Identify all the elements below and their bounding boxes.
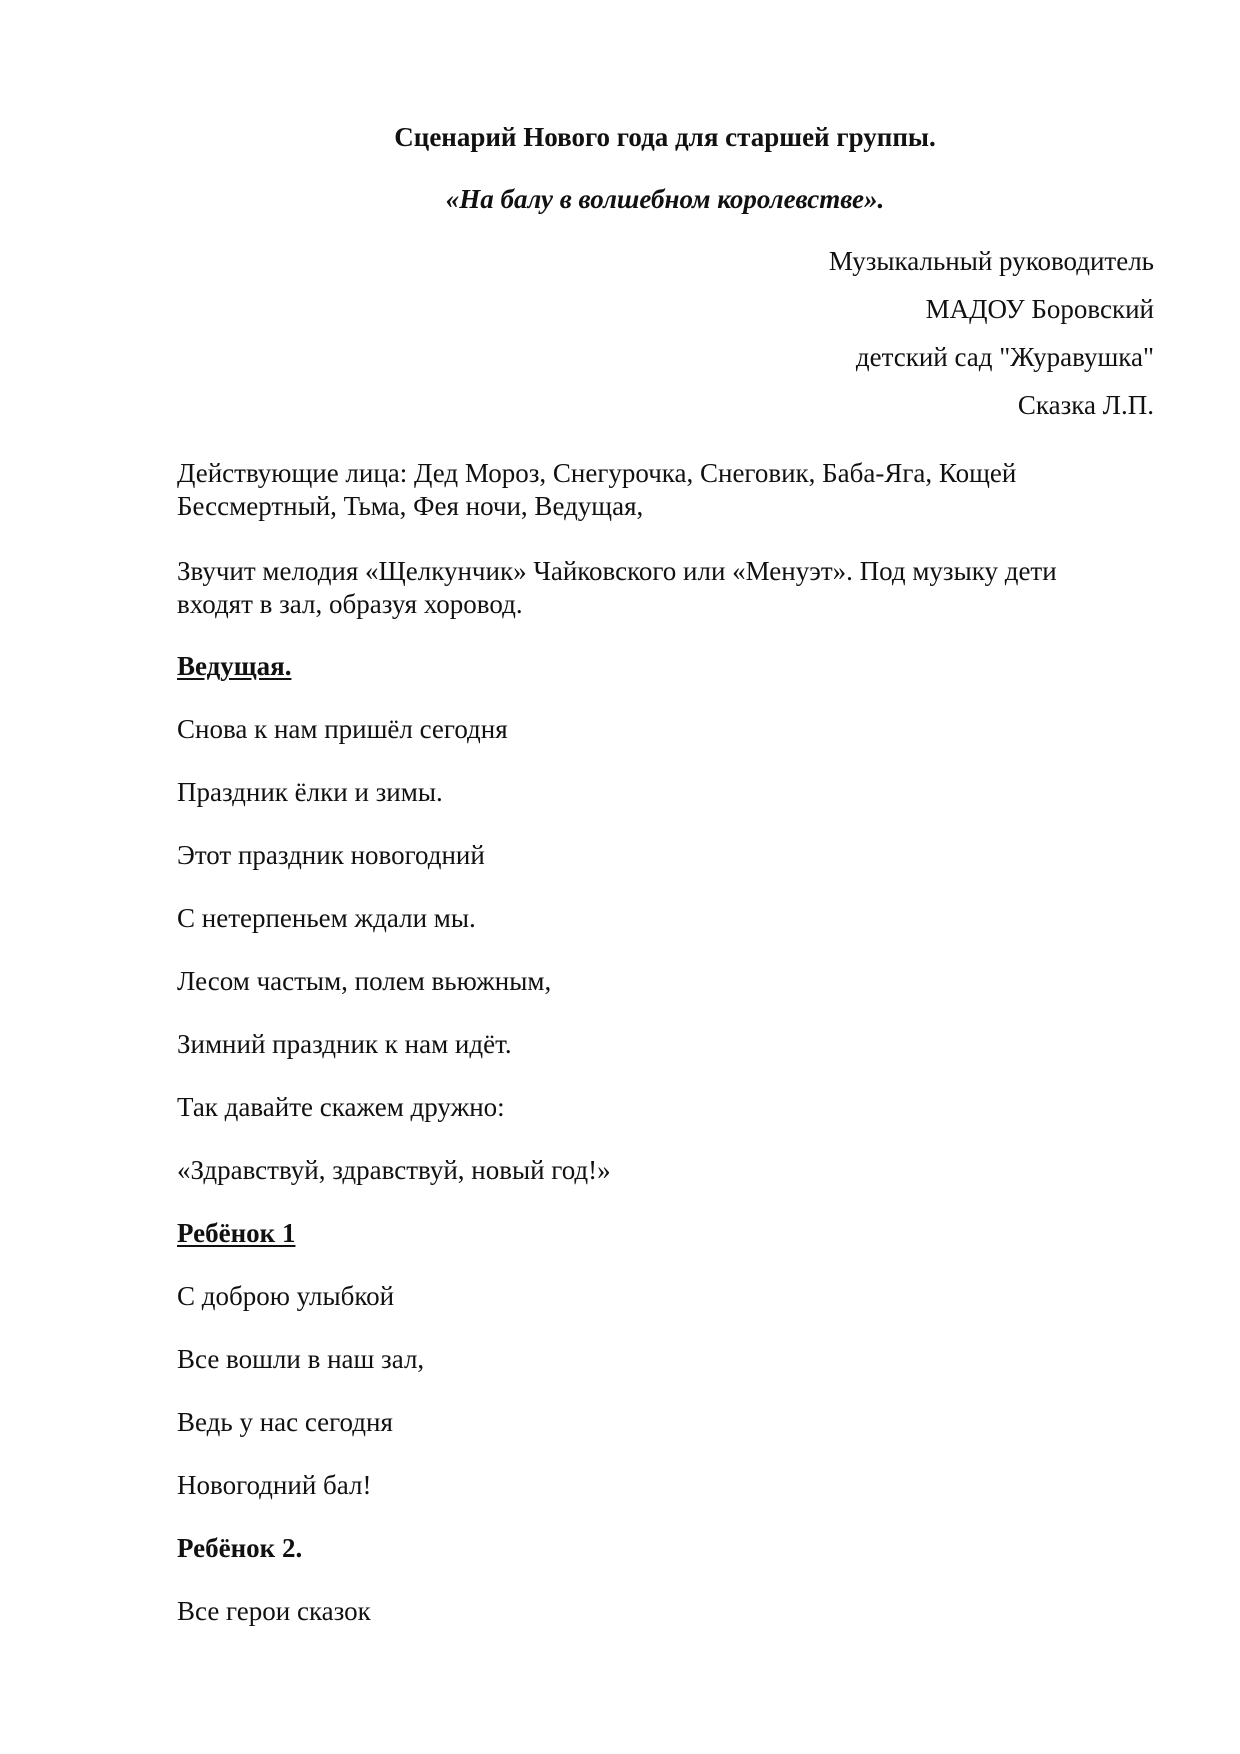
verse-line: «Здравствуй, здравствуй, новый год!» — [177, 1155, 611, 1185]
verse-line: С нетерпеньем ждали мы. — [177, 903, 476, 933]
verse-line: Лесом частым, полем вьюжным, — [177, 966, 552, 996]
speaker-heading: Ребёнок 1 — [177, 1218, 296, 1248]
verse-line: Так давайте скажем дружно: — [177, 1092, 505, 1122]
verse-line: Новогодний бал! — [177, 1470, 372, 1500]
verse-line: С доброю улыбкой — [177, 1281, 395, 1311]
characters-line: Бессмертный, Тьма, Фея ночи, Ведущая, — [177, 491, 644, 521]
document-subtitle: «На балу в волшебном королевстве». — [445, 184, 885, 214]
characters-line: Действующие лица: Дед Мороз, Снегурочка, Снеговик, Баба-Яга, Кощей — [177, 458, 1017, 488]
verse-line: Все вошли в наш зал, — [177, 1344, 425, 1374]
verse-line: Ведь у нас сегодня — [177, 1407, 393, 1437]
verse-line: Зимний праздник к нам идёт. — [177, 1029, 512, 1059]
author-line: детский сад "Журавушка" — [855, 342, 1154, 372]
verse-line: Снова к нам пришёл сегодня — [177, 714, 508, 744]
author-line: Музыкальный руководитель — [828, 246, 1154, 276]
verse-line: Этот праздник новогодний — [177, 840, 485, 870]
author-line: Сказка Л.П. — [1017, 390, 1154, 420]
verse-line: Все герои сказок — [177, 1596, 371, 1626]
intro-line: входят в зал, образуя хоровод. — [177, 589, 523, 619]
speaker-heading: Ведущая. — [177, 651, 292, 681]
author-line: МАДОУ Боровский — [925, 294, 1154, 324]
intro-line: Звучит мелодия «Щелкунчик» Чайковского или «Менуэт». Под музыку дети — [177, 556, 1057, 586]
speaker-heading: Ребёнок 2. — [177, 1533, 303, 1563]
document-title: Сценарий Нового года для старшей группы. — [394, 122, 936, 152]
verse-line: Праздник ёлки и зимы. — [177, 777, 443, 807]
